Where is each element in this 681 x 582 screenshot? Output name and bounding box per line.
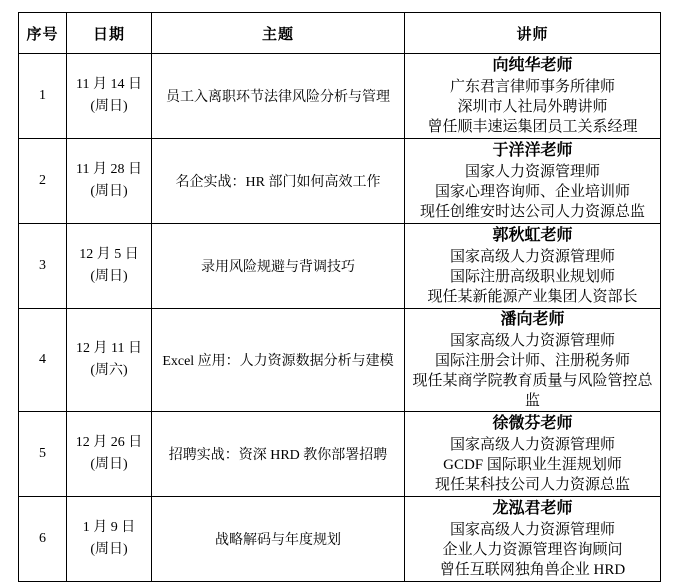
cell-lecturer [405,224,661,309]
cell-lecturer [405,139,661,224]
cell-topic: 员工入离职环节法律风险分析与管理 [152,54,405,139]
date-text: 12 月 11 日 [76,341,142,356]
table-row-4 [19,309,661,412]
header-cell-date: 日期 [67,13,152,54]
lecturer-line: 深圳市人社局外聘讲师 [457,99,608,115]
cell-topic: 录用风险规避与背调技巧 [152,224,405,309]
course-schedule-table [18,12,661,582]
table-row-2 [19,139,661,224]
cell-topic: 招聘实战：资深 HRD 教你部署招聘 [152,412,405,497]
lecturer-line: 国家高级人力资源管理师 [449,522,615,538]
header-row [19,13,661,54]
lecturer-line: 曾任顺丰速运集团员工关系经理 [427,119,638,135]
lecturer-line: 现任创维安时达公司人力资源总监 [419,204,645,220]
cell-no: 4 [19,309,67,412]
lecturer-line: 现任某商学院教育质量与风险管控总监 [412,373,653,409]
cell-no: 6 [19,497,67,582]
weekday-text: (周日) [90,99,128,114]
lecturer-name: 向纯华老师 [492,57,573,74]
course-schedule-table-wrap [18,12,661,582]
lecturer-line: 国家高级人力资源管理师 [449,333,615,349]
table-row-5 [19,412,661,497]
lecturer-line: 企业人力资源管理咨询顾问 [442,542,623,558]
weekday-text: (周六) [90,363,128,378]
weekday-text: (周日) [90,457,128,472]
lecturer-line: 广东君言律师事务所律师 [449,79,615,95]
table-row-6 [19,497,661,582]
lecturer-name: 于洋洋老师 [492,142,573,159]
date-text: 1 月 9 日 [82,520,136,535]
weekday-text: (周日) [90,184,128,199]
date-text: 12 月 26 日 [75,435,143,450]
lecturer-line: 国家心理咨询师、企业培训师 [434,184,630,200]
cell-lecturer [405,412,661,497]
lecturer-line: 国际注册高级职业规划师 [449,269,615,285]
cell-lecturer [405,309,661,412]
cell-no: 1 [19,54,67,139]
lecturer-line: 曾任互联网独角兽企业 HRD [439,562,626,578]
lecturer-line: 现任某新能源产业集团人资部长 [427,289,638,305]
header-cell-lecturer: 讲师 [405,13,661,54]
cell-topic: 战略解码与年度规划 [152,497,405,582]
date-text: 12 月 5 日 [79,247,139,262]
cell-lecturer [405,54,661,139]
weekday-text: (周日) [90,269,128,284]
cell-no: 2 [19,139,67,224]
date-text: 11 月 28 日 [76,162,142,177]
cell-date [67,54,152,139]
lecturer-name: 徐微芬老师 [492,415,573,432]
lecturer-name: 龙泓君老师 [492,500,573,517]
cell-date [67,139,152,224]
header-cell-topic: 主题 [152,13,405,54]
lecturer-line: 国家高级人力资源管理师 [449,437,615,453]
cell-no: 5 [19,412,67,497]
cell-no: 3 [19,224,67,309]
cell-date [67,224,152,309]
cell-date [67,412,152,497]
cell-date [67,309,152,412]
lecturer-line: 国际注册会计师、注册税务师 [434,353,630,369]
weekday-text: (周日) [90,542,128,557]
table-row-1 [19,54,661,139]
date-text: 11 月 14 日 [76,77,142,92]
cell-date [67,497,152,582]
lecturer-line: 国家高级人力资源管理师 [449,249,615,265]
cell-topic: 名企实战：HR 部门如何高效工作 [152,139,405,224]
lecturer-line: GCDF 国际职业生涯规划师 [443,457,622,473]
cell-lecturer [405,497,661,582]
cell-topic: Excel 应用：人力资源数据分析与建模 [152,309,405,412]
header-cell-no: 序号 [19,13,67,54]
table-row-3 [19,224,661,309]
lecturer-line: 现任某科技公司人力资源总监 [434,477,630,493]
lecturer-name: 潘向老师 [500,311,565,328]
lecturer-line: 国家人力资源管理师 [464,164,600,180]
lecturer-name: 郭秋虹老师 [492,227,573,244]
